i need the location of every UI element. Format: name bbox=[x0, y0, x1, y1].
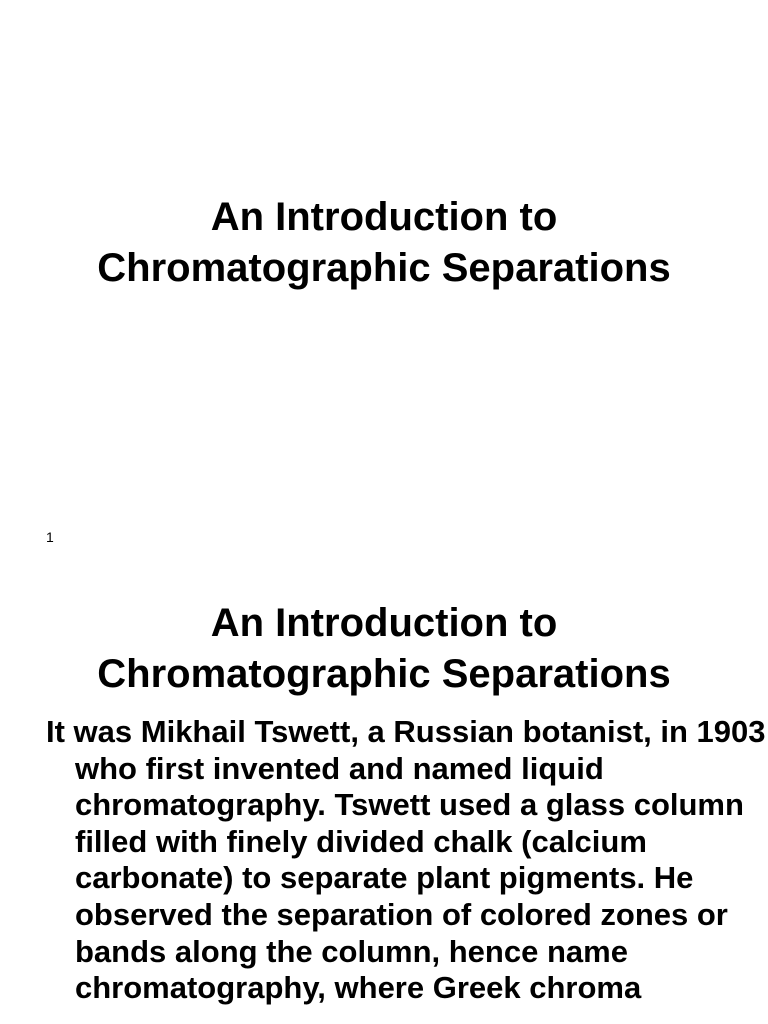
title-line-1: An Introduction to bbox=[210, 195, 558, 239]
title-line-2: Chromatographic Separations bbox=[97, 652, 671, 696]
slide-2 bbox=[0, 560, 768, 1024]
title-line-2: Chromatographic Separations bbox=[97, 246, 671, 290]
slide-title bbox=[0, 192, 768, 294]
page-number: 1 bbox=[46, 529, 54, 545]
slide-title bbox=[0, 598, 768, 700]
body-paragraph: It was Mikhail Tswett, a Russian botanist, in 1903 who first invented and named liquid chromatography. Tswett used a glass column filled with finely divided chalk (calcium carbonate) to separate plant pigments. He observed the separation of colored zones or bands along the column, hence name chromatography, where Greek chroma bbox=[46, 714, 766, 1006]
title-line-1: An Introduction to bbox=[210, 601, 558, 645]
